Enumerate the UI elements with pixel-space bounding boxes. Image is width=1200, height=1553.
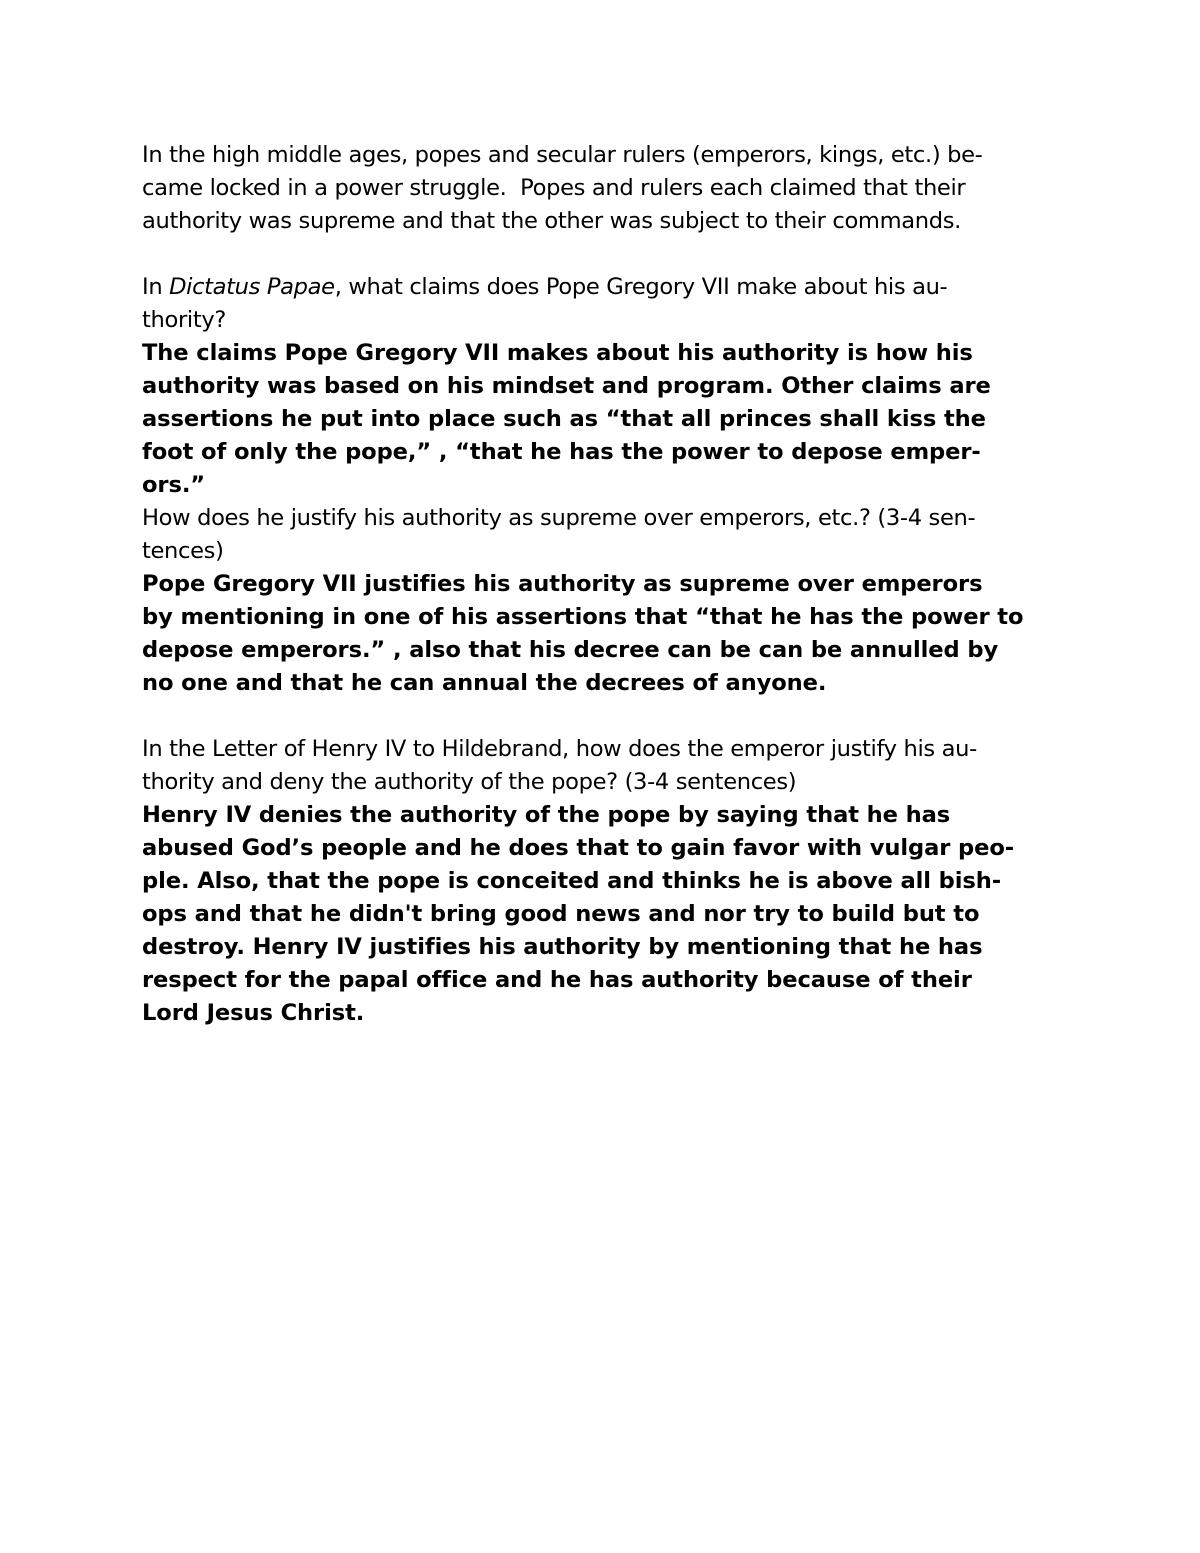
answer-3 — [142, 799, 1082, 1030]
question-1-line: thority? — [142, 307, 226, 333]
answer-3-line: ops and that he didn't bring good news and nor try to build but to — [142, 901, 980, 927]
answer-2-line: no one and that he can annual the decrees of anyone. — [142, 670, 827, 696]
question-3-line: thority and deny the authority of the pope? (3-4 sentences) — [142, 769, 797, 795]
answer-3-line: Lord Jesus Christ. — [142, 1000, 365, 1026]
answer-1 — [142, 337, 1082, 502]
question-2-line: tences) — [142, 538, 224, 564]
question-3-line: In the Letter of Henry IV to Hildebrand, how does the emperor justify his au- — [142, 736, 977, 762]
question-1 — [142, 271, 1082, 337]
answer-3-line: abused God’s people and he does that to gain favor with vulgar peo- — [142, 835, 1015, 861]
paragraph-gap — [142, 700, 1082, 733]
intro-line: authority was supreme and that the other was subject to their commands. — [142, 208, 961, 234]
question-1-prefix: In — [142, 274, 170, 300]
answer-2 — [142, 568, 1082, 700]
question-3 — [142, 733, 1082, 799]
answer-1-line: assertions he put into place such as “that all princes shall kiss the — [142, 406, 986, 432]
answer-3-line: destroy. Henry IV justifies his authority by mentioning that he has — [142, 934, 983, 960]
answer-1-line: authority was based on his mindset and program. Other claims are — [142, 373, 991, 399]
answer-2-line: by mentioning in one of his assertions that “that he has the power to — [142, 604, 1024, 630]
answer-2-line: Pope Gregory VII justifies his authority as supreme over emperors — [142, 571, 983, 597]
question-1-work-title: Dictatus Papae — [169, 274, 335, 300]
question-1-suffix: , what claims does Pope Gregory VII make about his au- — [334, 274, 948, 300]
answer-3-line: respect for the papal office and he has authority because of their — [142, 967, 972, 993]
intro-paragraph — [142, 139, 1082, 238]
answer-1-line: foot of only the pope,” , “that he has the power to depose emper- — [142, 439, 981, 465]
answer-1-line: The claims Pope Gregory VII makes about his authority is how his — [142, 340, 973, 366]
answer-3-line: ple. Also, that the pope is conceited and thinks he is above all bish- — [142, 868, 1001, 894]
paragraph-gap — [142, 238, 1082, 271]
document-body — [142, 139, 1082, 1030]
answer-1-line: ors.” — [142, 472, 206, 498]
question-1-line — [142, 271, 1082, 304]
answer-2-line: depose emperors.” , also that his decree can be can be annulled by — [142, 637, 999, 663]
question-2-line: How does he justify his authority as supreme over emperors, etc.? (3-4 sen- — [142, 505, 976, 531]
answer-3-line: Henry IV denies the authority of the pope by saying that he has — [142, 802, 951, 828]
intro-line: came locked in a power struggle. Popes and rulers each claimed that their — [142, 175, 966, 201]
question-2 — [142, 502, 1082, 568]
intro-line: In the high middle ages, popes and secular rulers (emperors, kings, etc.) be- — [142, 142, 983, 168]
